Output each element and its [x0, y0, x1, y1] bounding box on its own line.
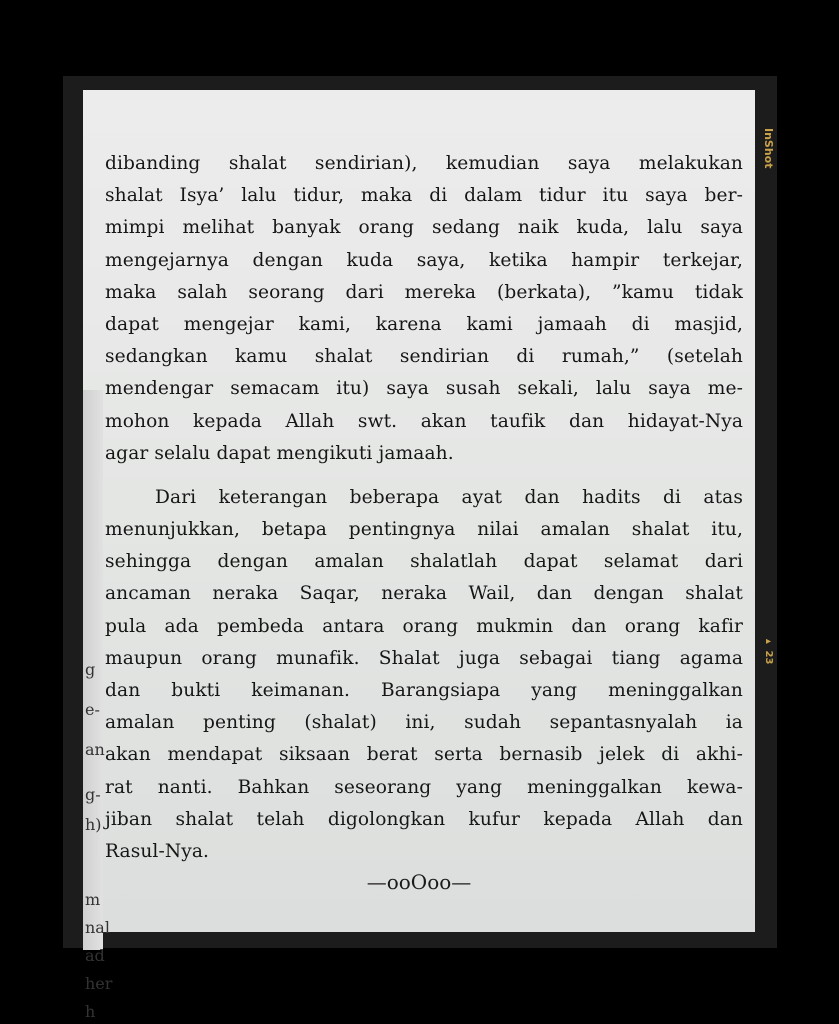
margin-fragment: an [85, 740, 105, 759]
margin-fragment: nal [85, 918, 110, 937]
paragraph-2 [105, 482, 743, 868]
text-line: akan mendapat siksaan berat serta bernasib jelek di akhi- [105, 744, 743, 766]
margin-fragment: h [85, 1002, 96, 1021]
body-text [105, 148, 743, 868]
text-line: mengejarnya dengan kuda saya, ketika hampir terkejar, [105, 249, 743, 271]
margin-fragment: g [85, 660, 96, 679]
text-line: mohon kepada Allah swt. akan taufik dan hidayat-Nya [105, 410, 743, 432]
text-line: rat nanti. Bahkan seseorang yang meninggalkan kewa- [105, 776, 743, 798]
text-line: dapat mengejar kami, karena kami jamaah di masjid, [105, 313, 743, 335]
section-separator: —ooOoo— [366, 870, 472, 894]
text-line: agar selalu dapat mengikuti jamaah. [105, 442, 454, 464]
inshot-watermark: InShot [762, 128, 775, 169]
text-line: maupun orang munafik. Shalat juga sebagai tiang agama [105, 647, 743, 669]
text-line: sehingga dengan amalan shalatlah dapat selamat dari [105, 551, 743, 573]
text-line: maka salah seorang dari mereka (berkata), ”kamu tidak [105, 281, 743, 303]
page-number-marker: ▸ 23 [763, 636, 774, 665]
text-line: amalan penting (shalat) ini, sudah sepantasnyalah ia [105, 712, 743, 734]
margin-fragment: her [85, 974, 113, 993]
text-line: Dari keterangan beberapa ayat dan hadits di atas [155, 486, 743, 508]
text-line: mendengar semacam itu) saya susah sekali, lalu saya me- [105, 378, 743, 400]
margin-fragment: g- [85, 785, 101, 804]
photo-frame [63, 76, 777, 1021]
text-line: menunjukkan, betapa pentingnya nilai amalan shalat itu, [105, 519, 743, 541]
margin-fragment: ad [85, 946, 105, 965]
margin-fragment: m [85, 890, 101, 909]
text-line: ancaman neraka Saqar, neraka Wail, dan dengan shalat [105, 583, 743, 605]
text-line: shalat Isya’ lalu tidur, maka di dalam tidur itu saya ber- [105, 185, 743, 207]
text-line: mimpi melihat banyak orang sedang naik kuda, lalu saya [105, 217, 743, 239]
text-line: dibanding shalat sendirian), kemudian saya melakukan [105, 153, 743, 174]
margin-fragment: e- [85, 700, 100, 719]
text-line: dan bukti keimanan. Barangsiapa yang meninggalkan [105, 680, 743, 701]
text-line: Rasul-Nya. [105, 840, 210, 862]
text-line: sedangkan kamu shalat sendirian di rumah,” (setelah [105, 346, 743, 368]
text-line: jiban shalat telah digolongkan kufur kepada Allah dan [105, 808, 743, 830]
previous-page-edge [83, 390, 113, 1021]
margin-fragment: h) [85, 815, 102, 834]
book-page [83, 90, 755, 1021]
text-line: pula ada pembeda antara orang mukmin dan orang kafir [105, 615, 743, 637]
paragraph-1 [105, 148, 743, 470]
